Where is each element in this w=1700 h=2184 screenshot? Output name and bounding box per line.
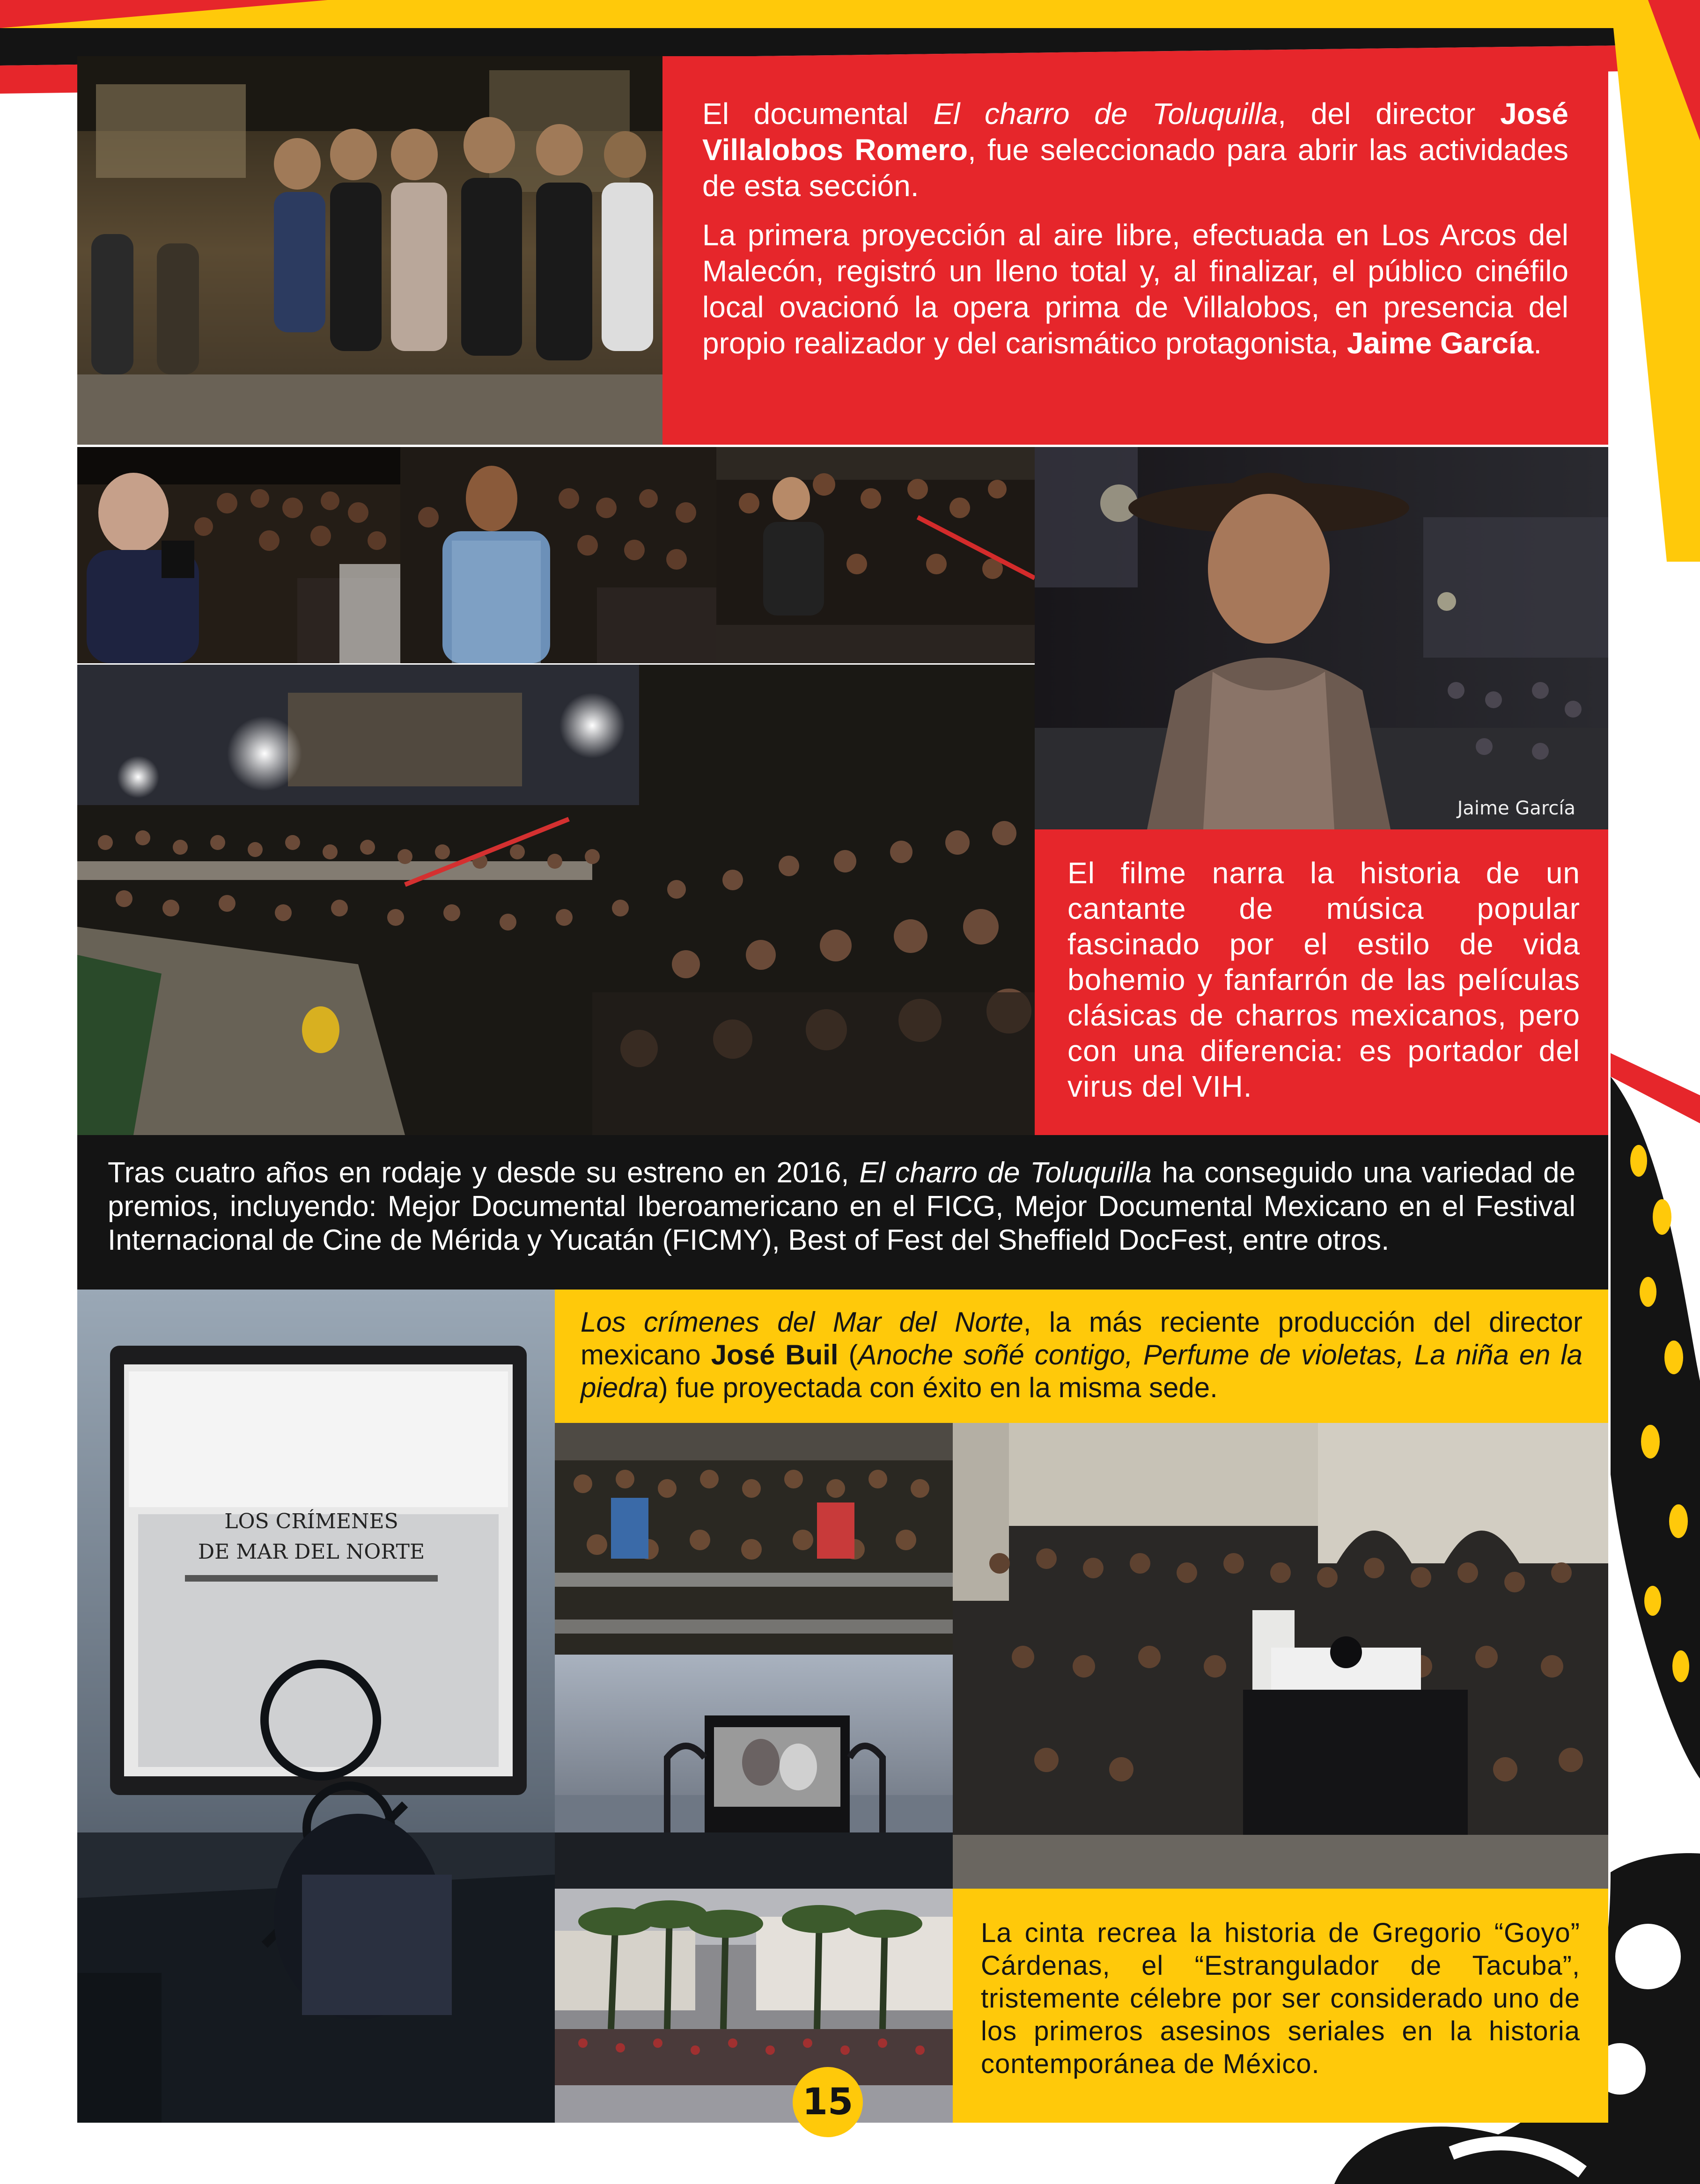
intro-paragraph-1 — [702, 96, 1568, 204]
photo-crowd-projector — [953, 1423, 1608, 1889]
photo-audience-man-plaid — [400, 447, 716, 663]
photo-plaza-palms — [555, 1889, 953, 2123]
awards-text-box — [77, 1135, 1608, 1290]
crimes-story-box — [953, 1889, 1608, 2123]
page-number: 15 — [793, 2067, 863, 2137]
bold-run: Jaime García — [1347, 326, 1534, 360]
text-run: . — [1533, 326, 1542, 360]
crimes-intro-box — [555, 1290, 1608, 1423]
photo-caption: Jaime García — [1457, 798, 1575, 819]
photo-audience-man-glasses — [77, 447, 400, 663]
film-story-box — [1035, 829, 1608, 1135]
text-run: Tras cuatro años en rodaje y desde su estreno en 2016, — [108, 1157, 860, 1189]
photo-crowd-malecon — [77, 665, 1035, 1135]
italic-run: El charro de Toluquilla — [859, 1157, 1152, 1189]
awards-text — [108, 1156, 1575, 1257]
text-run: ha conseguido una variedad de premios, incluyendo: Mejor Documental Iberoamericano en el FICG, Mejor Documental Mexicano en el Festival Internacional de Cine de Mérida y Yucatán (FICMY), Best of Fest del Sheffield DocFest, entre otros. — [108, 1157, 1575, 1256]
bold-run: José Buil — [711, 1339, 839, 1370]
text-run: ) fue proyectada con éxito en la misma sede. — [658, 1372, 1218, 1403]
italic-run: Los crímenes del Mar del Norte — [581, 1306, 1023, 1338]
photo-jaime-garcia — [1035, 447, 1608, 829]
photo-audience-stairs — [555, 1423, 953, 1655]
film-story-text — [1067, 855, 1580, 1104]
photo-audience-microphone — [716, 447, 1035, 663]
photo-director-group — [77, 56, 662, 445]
crimes-intro-text — [581, 1306, 1582, 1404]
text-run: ( — [838, 1339, 858, 1370]
text-run: La primera proyección al aire libre, efectuada en Los Arcos del Malecón, registró un lleno total y, al finalizar, el público cinéfilo local ovacionó la opera prima de Villalobos, en presencia del propio realizador y del carismático protagonista, — [702, 218, 1568, 360]
crimes-story-text — [981, 1917, 1580, 2081]
text-run: El filme narra la historia de un cantante de música popular fascinado por el estilo de vida bohemio y fanfarrón de las películas clásicas de charros mexicanos, pero con una diferencia: es portador del virus del VIH. — [1067, 856, 1580, 1103]
text-run: , del director — [1278, 97, 1501, 131]
text-run: , fue seleccionado para abrir las actividades de esta sección. — [702, 133, 1569, 203]
screen-title-line-2: DE MAR DEL NORTE — [198, 1540, 425, 1564]
italic-run: Anoche soñé contigo, Perfume de violetas, La niña en la piedra — [581, 1339, 1582, 1403]
intro-text-box — [662, 56, 1608, 445]
bold-run: José Villalobos Romero — [702, 97, 1569, 167]
intro-paragraph-2 — [702, 217, 1568, 361]
screen-title-line-1: LOS CRÍMENES — [224, 1510, 398, 1533]
photo-screen-dusk — [555, 1655, 953, 1889]
text-run: La cinta recrea la historia de Gregorio “Goyo” Cárdenas, el “Estrangulador de Tacuba”, tristemente célebre por ser considerado uno de los primeros asesinos seriales en la historia contemporánea de México. — [981, 1918, 1580, 2079]
text-run: , la más reciente producción del director mexicano — [581, 1306, 1583, 1370]
text-run: El documental — [702, 97, 934, 131]
photo-outdoor-screen — [77, 1290, 555, 2123]
italic-run: El charro de Toluquilla — [933, 97, 1278, 131]
